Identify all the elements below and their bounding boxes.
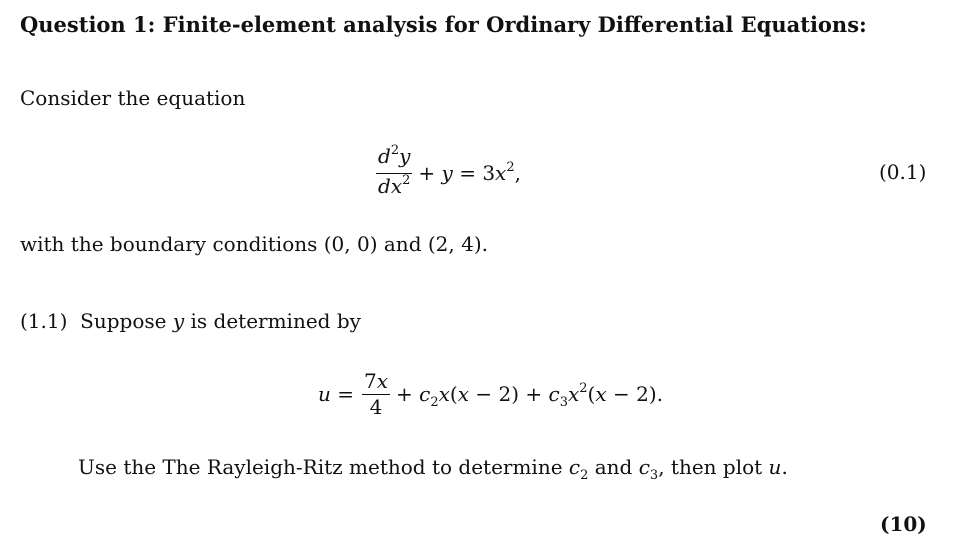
equation-u	[318, 368, 663, 419]
fraction-numerator: $d^2y$	[376, 143, 412, 174]
fraction-denominator: 4	[369, 395, 383, 419]
boundary-conditions-text: with the boundary conditions (0, 0) and (2, 4).	[20, 232, 488, 256]
intro-text: Consider the equation	[20, 86, 246, 110]
equation-0-1	[376, 143, 521, 202]
equation-rhs: + $y = 3x^2$,	[418, 159, 521, 185]
fraction-numerator: 7x	[364, 369, 389, 393]
question-title: Question 1: Finite-element analysis for Ordinary Differential Equations:	[20, 12, 867, 37]
linear-term-fraction	[362, 368, 390, 419]
instruction-text: Use the The Rayleigh-Ritz method to determine $c_2$ and $c_3$, then plot u.	[78, 455, 788, 483]
fraction-denominator: $dx^2$	[378, 173, 411, 198]
part-text: Suppose y is determined by	[73, 309, 361, 333]
equation-rhs: + $c_2x(x - 2) + c_3x^2(x - 2)$.	[396, 380, 663, 410]
derivative-fraction	[376, 143, 412, 202]
equation-lhs: u =	[318, 381, 355, 406]
equation-number: (0.1)	[879, 160, 927, 184]
marks-label: (10)	[880, 512, 927, 536]
part-label: (1.1)	[20, 309, 68, 333]
part-1-1	[20, 309, 361, 333]
